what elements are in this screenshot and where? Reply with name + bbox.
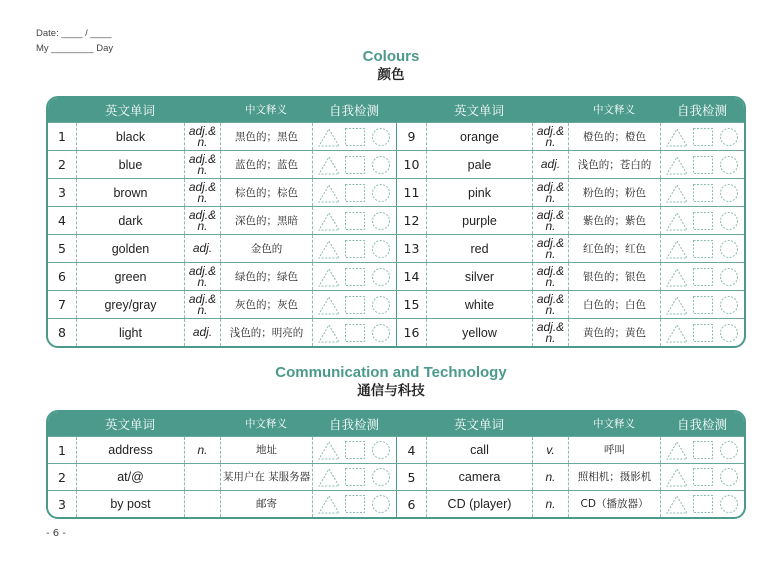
self-check-shapes (318, 155, 392, 175)
circle-check-icon[interactable] (718, 323, 740, 343)
square-check-icon[interactable] (692, 494, 714, 514)
triangle-check-icon[interactable] (318, 239, 340, 259)
square-check-icon[interactable] (344, 440, 366, 460)
square-check-icon[interactable] (692, 267, 714, 287)
circle-check-icon[interactable] (370, 440, 392, 460)
chinese-meaning: 黑色的；黑色 (220, 123, 312, 150)
section-title-en: Colours (362, 48, 420, 65)
square-check-icon[interactable] (692, 440, 714, 460)
row-number: 1 (58, 442, 66, 458)
circle-check-icon[interactable] (370, 267, 392, 287)
chinese-meaning: 绿色的；绿色 (220, 263, 312, 290)
part-of-speech: adj.& n. (532, 207, 568, 234)
square-check-icon[interactable] (344, 155, 366, 175)
triangle-check-icon[interactable] (666, 127, 688, 147)
part-of-speech: adj. (184, 235, 220, 262)
header-word: 英文单词 (453, 418, 504, 432)
circle-check-icon[interactable] (370, 239, 392, 259)
row-number: 8 (58, 325, 66, 340)
square-check-icon[interactable] (692, 183, 714, 203)
row-number: 10 (396, 151, 426, 178)
self-check-shapes (666, 183, 740, 203)
chinese-meaning: 金色的 (220, 235, 312, 262)
circle-check-icon[interactable] (718, 295, 740, 315)
part-of-speech: adj.& n. (532, 291, 568, 318)
row-number: 7 (58, 297, 66, 312)
self-check-cell (660, 151, 744, 178)
self-check-shapes (318, 267, 392, 287)
part-of-speech: adj.& n. (184, 207, 220, 234)
chinese-meaning: 蓝色的；蓝色 (220, 151, 312, 178)
table-header (48, 412, 744, 436)
header-check: 自我检测 (328, 417, 379, 432)
english-word: brown (76, 179, 184, 206)
row-number: 12 (396, 207, 426, 234)
chinese-meaning: 紫色的；紫色 (568, 207, 660, 234)
self-check-cell (660, 464, 744, 490)
circle-check-icon[interactable] (370, 295, 392, 315)
circle-check-icon[interactable] (718, 155, 740, 175)
triangle-check-icon[interactable] (666, 183, 688, 203)
self-check-shapes (666, 323, 740, 343)
self-check-shapes (318, 127, 392, 147)
table-row (48, 490, 744, 517)
self-check-cell (312, 437, 396, 463)
square-check-icon[interactable] (692, 323, 714, 343)
self-check-shapes (666, 494, 740, 514)
table-row (48, 206, 744, 234)
row-number: 2 (58, 469, 66, 485)
header-meaning: 中文释义 (593, 418, 635, 430)
circle-check-icon[interactable] (370, 494, 392, 514)
circle-check-icon[interactable] (718, 211, 740, 231)
self-check-cell (312, 179, 396, 206)
english-word: yellow (426, 319, 532, 346)
triangle-check-icon[interactable] (318, 267, 340, 287)
english-word: grey/gray (76, 291, 184, 318)
square-check-icon[interactable] (692, 295, 714, 315)
triangle-check-icon[interactable] (318, 127, 340, 147)
self-check-cell (660, 291, 744, 318)
self-check-shapes (666, 127, 740, 147)
english-word: CD (player) (426, 491, 532, 517)
self-check-shapes (666, 211, 740, 231)
section-title-zh: 颜色 (377, 67, 405, 83)
date-line: Date: ____ / ____ (36, 28, 112, 39)
row-number: 5 (58, 241, 66, 256)
square-check-icon[interactable] (692, 239, 714, 259)
english-word: purple (426, 207, 532, 234)
header-word: 英文单词 (104, 104, 155, 118)
english-word: blue (76, 151, 184, 178)
header-check: 自我检测 (676, 103, 727, 118)
table-row (48, 234, 744, 262)
header-check: 自我检测 (328, 103, 379, 118)
self-check-cell (660, 179, 744, 206)
part-of-speech (184, 491, 220, 517)
self-check-shapes (666, 467, 740, 487)
self-check-cell (312, 464, 396, 490)
self-check-cell (660, 491, 744, 517)
self-check-cell (312, 491, 396, 517)
row-number: 13 (396, 235, 426, 262)
english-word: red (426, 235, 532, 262)
header-check: 自我检测 (676, 417, 727, 432)
row-number: 5 (396, 464, 426, 490)
english-word: black (76, 123, 184, 150)
header-meaning: 中文释义 (245, 418, 287, 430)
self-check-cell (660, 235, 744, 262)
triangle-check-icon[interactable] (318, 467, 340, 487)
chinese-meaning: 灰色的；灰色 (220, 291, 312, 318)
self-check-cell (312, 263, 396, 290)
chinese-meaning: 粉色的；粉色 (568, 179, 660, 206)
circle-check-icon[interactable] (718, 494, 740, 514)
row-number: 16 (396, 319, 426, 346)
table-row (48, 178, 744, 206)
table-row (48, 290, 744, 318)
self-check-shapes (666, 440, 740, 460)
day-line: My ________ Day (36, 43, 114, 54)
triangle-check-icon[interactable] (318, 440, 340, 460)
self-check-shapes (666, 295, 740, 315)
part-of-speech: adj.& n. (532, 235, 568, 262)
table-header (48, 98, 744, 122)
part-of-speech: adj. (184, 319, 220, 346)
english-word: pale (426, 151, 532, 178)
triangle-check-icon[interactable] (666, 211, 688, 231)
chinese-meaning: 棕色的；棕色 (220, 179, 312, 206)
circle-check-icon[interactable] (718, 127, 740, 147)
triangle-check-icon[interactable] (666, 155, 688, 175)
table-row (48, 150, 744, 178)
chinese-meaning: 浅色的；苍白的 (568, 151, 660, 178)
self-check-cell (312, 235, 396, 262)
part-of-speech: adj.& n. (532, 123, 568, 150)
circle-check-icon[interactable] (370, 155, 392, 175)
english-word: address (76, 437, 184, 463)
self-check-cell (660, 123, 744, 150)
english-word: pink (426, 179, 532, 206)
row-number: 11 (396, 179, 426, 206)
english-word: golden (76, 235, 184, 262)
circle-check-icon[interactable] (370, 211, 392, 231)
circle-check-icon[interactable] (718, 440, 740, 460)
part-of-speech: adj.& n. (532, 179, 568, 206)
row-number: 4 (58, 213, 66, 228)
row-number: 14 (396, 263, 426, 290)
circle-check-icon[interactable] (718, 267, 740, 287)
part-of-speech: adj.& n. (184, 291, 220, 318)
table-row (48, 436, 744, 463)
triangle-check-icon[interactable] (318, 494, 340, 514)
chinese-meaning: 深色的；黑暗 (220, 207, 312, 234)
circle-check-icon[interactable] (370, 127, 392, 147)
square-check-icon[interactable] (344, 295, 366, 315)
triangle-check-icon[interactable] (318, 155, 340, 175)
english-word: call (426, 437, 532, 463)
square-check-icon[interactable] (344, 127, 366, 147)
chinese-meaning: 照相机；摄影机 (568, 464, 660, 490)
square-check-icon[interactable] (344, 183, 366, 203)
section-title-zh: 通信与科技 (357, 383, 425, 399)
part-of-speech: adj.& n. (532, 319, 568, 346)
self-check-cell (312, 123, 396, 150)
part-of-speech: adj.& n. (184, 179, 220, 206)
english-word: at/@ (76, 464, 184, 490)
circle-check-icon[interactable] (718, 183, 740, 203)
part-of-speech: n. (532, 464, 568, 490)
row-number: 6 (396, 491, 426, 517)
self-check-cell (660, 263, 744, 290)
chinese-meaning: CD（播放器） (568, 491, 660, 517)
table-row (48, 318, 744, 346)
circle-check-icon[interactable] (370, 467, 392, 487)
english-word: green (76, 263, 184, 290)
self-check-cell (312, 207, 396, 234)
chinese-meaning: 地址 (220, 437, 312, 463)
header-word: 英文单词 (104, 418, 155, 432)
communication-table (46, 410, 746, 519)
row-number: 2 (58, 157, 66, 172)
self-check-cell (312, 319, 396, 346)
self-check-shapes (666, 239, 740, 259)
row-number: 1 (58, 129, 66, 144)
self-check-shapes (666, 155, 740, 175)
row-number: 15 (396, 291, 426, 318)
chinese-meaning: 某用户在 某服务器 (220, 464, 312, 490)
row-number: 9 (396, 123, 426, 150)
part-of-speech: n. (184, 437, 220, 463)
square-check-icon[interactable] (692, 211, 714, 231)
self-check-cell (660, 319, 744, 346)
english-word: silver (426, 263, 532, 290)
triangle-check-icon[interactable] (318, 211, 340, 231)
page-number: - 6 - (46, 528, 66, 539)
self-check-shapes (318, 211, 392, 231)
english-word: camera (426, 464, 532, 490)
triangle-check-icon[interactable] (318, 183, 340, 203)
square-check-icon[interactable] (692, 155, 714, 175)
square-check-icon[interactable] (692, 127, 714, 147)
chinese-meaning: 白色的；白色 (568, 291, 660, 318)
circle-check-icon[interactable] (370, 323, 392, 343)
square-check-icon[interactable] (344, 467, 366, 487)
self-check-shapes (666, 267, 740, 287)
circle-check-icon[interactable] (718, 467, 740, 487)
self-check-shapes (318, 239, 392, 259)
self-check-shapes (318, 323, 392, 343)
row-number: 6 (58, 269, 66, 284)
triangle-check-icon[interactable] (318, 323, 340, 343)
part-of-speech: adj.& n. (184, 151, 220, 178)
english-word: orange (426, 123, 532, 150)
self-check-shapes (318, 440, 392, 460)
triangle-check-icon[interactable] (666, 323, 688, 343)
triangle-check-icon[interactable] (666, 440, 688, 460)
circle-check-icon[interactable] (370, 183, 392, 203)
section-communication-title (0, 364, 782, 400)
row-number: 3 (58, 496, 66, 512)
header-word: 英文单词 (453, 104, 504, 118)
self-check-cell (312, 151, 396, 178)
part-of-speech: adj.& n. (184, 123, 220, 150)
self-check-shapes (318, 494, 392, 514)
part-of-speech: adj. (532, 151, 568, 178)
english-word: white (426, 291, 532, 318)
table-row (48, 262, 744, 290)
part-of-speech: n. (532, 491, 568, 517)
square-check-icon[interactable] (344, 267, 366, 287)
section-title-en: Communication and Technology (275, 364, 507, 381)
triangle-check-icon[interactable] (666, 295, 688, 315)
row-number: 4 (396, 437, 426, 463)
self-check-cell (312, 291, 396, 318)
table-row (48, 463, 744, 490)
self-check-shapes (318, 467, 392, 487)
square-check-icon[interactable] (692, 467, 714, 487)
triangle-check-icon[interactable] (666, 494, 688, 514)
chinese-meaning: 黄色的；黄色 (568, 319, 660, 346)
circle-check-icon[interactable] (718, 239, 740, 259)
chinese-meaning: 邮寄 (220, 491, 312, 517)
english-word: light (76, 319, 184, 346)
chinese-meaning: 银色的；银色 (568, 263, 660, 290)
part-of-speech: adj.& n. (184, 263, 220, 290)
section-colours-title (0, 48, 782, 84)
header-meaning: 中文释义 (593, 104, 635, 116)
self-check-cell (660, 437, 744, 463)
square-check-icon[interactable] (344, 323, 366, 343)
english-word: by post (76, 491, 184, 517)
row-number: 3 (58, 185, 66, 200)
square-check-icon[interactable] (344, 211, 366, 231)
chinese-meaning: 红色的；红色 (568, 235, 660, 262)
self-check-shapes (318, 295, 392, 315)
triangle-check-icon[interactable] (318, 295, 340, 315)
table-row (48, 122, 744, 150)
part-of-speech: adj.& n. (532, 263, 568, 290)
chinese-meaning: 浅色的；明亮的 (220, 319, 312, 346)
colours-table (46, 96, 746, 348)
triangle-check-icon[interactable] (666, 467, 688, 487)
part-of-speech (184, 464, 220, 490)
self-check-shapes (318, 183, 392, 203)
english-word: dark (76, 207, 184, 234)
triangle-check-icon[interactable] (666, 239, 688, 259)
header-meaning: 中文释义 (245, 104, 287, 116)
part-of-speech: v. (532, 437, 568, 463)
chinese-meaning: 呼叫 (568, 437, 660, 463)
square-check-icon[interactable] (344, 494, 366, 514)
triangle-check-icon[interactable] (666, 267, 688, 287)
square-check-icon[interactable] (344, 239, 366, 259)
self-check-cell (660, 207, 744, 234)
chinese-meaning: 橙色的；橙色 (568, 123, 660, 150)
